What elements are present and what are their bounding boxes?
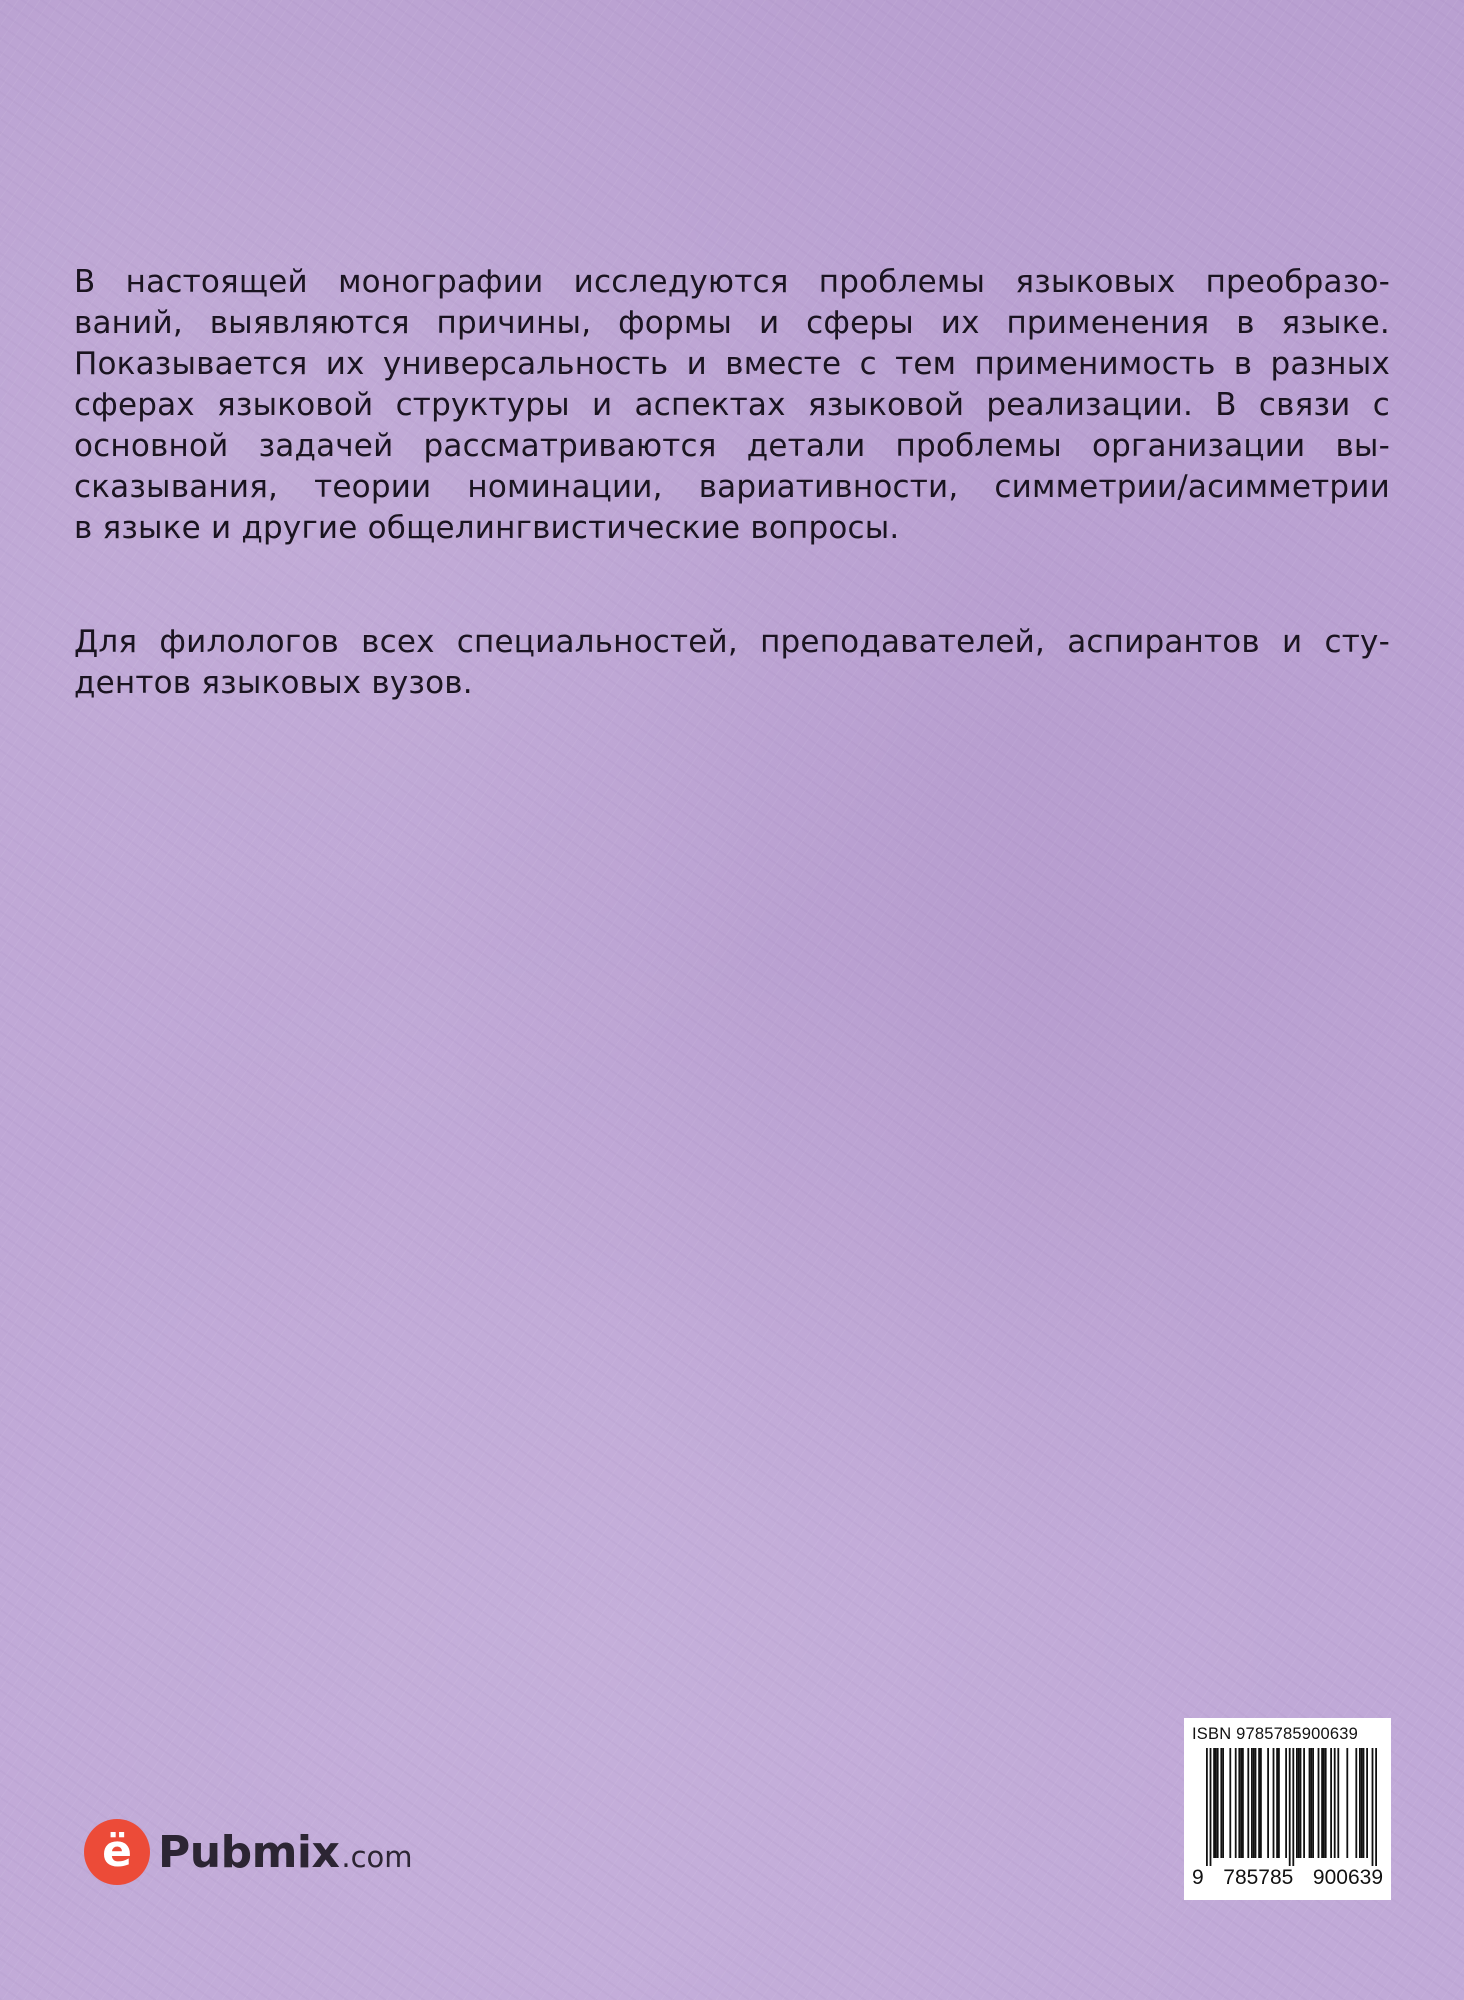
- barcode-bar: [1321, 1748, 1323, 1858]
- barcode-bar: [1217, 1748, 1219, 1858]
- barcode-bar: [1276, 1748, 1278, 1858]
- barcode-bar: [1318, 1748, 1320, 1858]
- barcode-bar: [1238, 1748, 1240, 1858]
- annotation-line: сферах языковой структуры и аспектах языковой реализации. В связи с: [74, 387, 1390, 423]
- barcode-bar: [1366, 1748, 1368, 1858]
- barcode-bar: [1206, 1748, 1208, 1866]
- annotation-line: сказывания, теории номинации, вариативности, симметрии/асимметрии: [74, 469, 1390, 505]
- barcode-bar: [1247, 1748, 1249, 1858]
- annotation-line: В настоящей монографии исследуются проблемы языковых преобразо-: [74, 264, 1390, 300]
- barcode-bar: [1300, 1748, 1302, 1858]
- annotation-paragraph: [74, 262, 1390, 549]
- barcode-bar: [1235, 1748, 1237, 1858]
- barcode-bar: [1278, 1748, 1280, 1858]
- audience-line: дентов языковых вузов.: [74, 665, 473, 701]
- audience-line: Для филологов всех специальностей, преподавателей, аспирантов и сту-: [74, 624, 1390, 660]
- barcode-bar: [1258, 1748, 1260, 1858]
- barcode-bar: [1215, 1748, 1217, 1858]
- barcode-bar: [1285, 1748, 1287, 1858]
- annotation-line: ваний, выявляются причины, формы и сферы их применения в языке.: [74, 305, 1390, 341]
- barcode-bar: [1346, 1748, 1348, 1858]
- barcode-bar: [1251, 1748, 1253, 1858]
- barcode-bar: [1289, 1748, 1291, 1866]
- barcode-bar: [1363, 1748, 1365, 1858]
- publisher-name: Pubmix: [158, 1826, 340, 1878]
- barcode-bar: [1359, 1748, 1361, 1858]
- barcode-bar: [1310, 1748, 1312, 1858]
- barcode-bar: [1220, 1748, 1222, 1858]
- barcode-bar: [1372, 1748, 1374, 1866]
- barcode-bar: [1253, 1748, 1255, 1858]
- barcode-bar: [1210, 1748, 1212, 1866]
- barcode-bar: [1213, 1748, 1215, 1858]
- publisher-logo: [84, 1817, 413, 1887]
- barcode-bar: [1267, 1748, 1269, 1858]
- barcode-bar: [1240, 1748, 1242, 1858]
- barcode-bar: [1361, 1748, 1363, 1858]
- barcode-bar: [1273, 1748, 1275, 1858]
- barcode-bar: [1303, 1748, 1305, 1858]
- barcode-bar: [1260, 1748, 1262, 1858]
- annotation-line: Показывается их универсальность и вместе с тем применимость в разных: [74, 346, 1390, 382]
- barcode-bar: [1242, 1748, 1244, 1858]
- barcode-bar: [1229, 1748, 1231, 1858]
- barcode-bar: [1330, 1748, 1332, 1858]
- publisher-logo-icon: ё: [84, 1819, 150, 1885]
- barcode-digit-group: 900639: [1312, 1866, 1383, 1889]
- audience-paragraph: [74, 622, 1390, 704]
- barcode-bar: [1312, 1748, 1314, 1858]
- barcode-digit-group: 9: [1192, 1866, 1204, 1889]
- barcode-bar: [1309, 1748, 1311, 1858]
- barcode-bar: [1325, 1748, 1327, 1858]
- annotation-line: основной задачей рассматриваются детали проблемы организации вы-: [74, 428, 1390, 464]
- barcode-bar: [1375, 1748, 1377, 1866]
- annotation-line: в языке и другие общелингвистические вопросы.: [74, 510, 900, 546]
- barcode-bar: [1334, 1748, 1336, 1858]
- barcode-bar: [1222, 1748, 1224, 1858]
- isbn-label: ISBN 9785785900639: [1192, 1725, 1358, 1743]
- barcode-digit-group: 785785: [1223, 1866, 1294, 1889]
- barcode-bar: [1255, 1748, 1257, 1858]
- barcode-bar: [1323, 1748, 1325, 1858]
- barcode-bar: [1292, 1748, 1294, 1866]
- barcode-bars: [1192, 1748, 1383, 1866]
- publisher-domain-suffix: .com: [341, 1840, 413, 1874]
- barcode-bar: [1355, 1748, 1357, 1858]
- isbn-barcode: [1184, 1718, 1391, 1900]
- barcode-bar: [1298, 1748, 1300, 1858]
- barcode-bar: [1296, 1748, 1298, 1858]
- barcode-bar: [1337, 1748, 1339, 1858]
- barcode-digits: [1192, 1867, 1383, 1889]
